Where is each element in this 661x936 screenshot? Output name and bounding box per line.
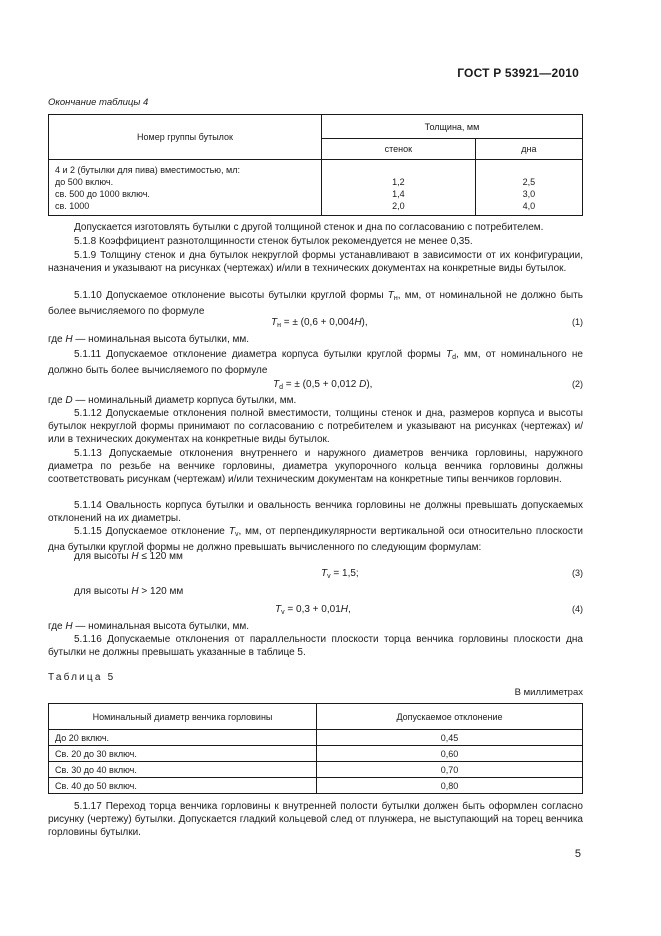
table4-caption: Окончание таблицы 4 bbox=[48, 97, 149, 108]
paragraph-5-1-9: 5.1.9 Толщину стенок и дна бутылок некруглой формы устанавливают в зависимости от их конфигурации, назначения и указывают на рисунках (чертежах) и/или в технических документах на конкретные виды бутылок. bbox=[48, 250, 583, 275]
table5-row-value: 0,70 bbox=[317, 762, 583, 778]
table4-header-group: Номер группы бутылок bbox=[49, 115, 322, 160]
page-number: 5 bbox=[574, 848, 581, 860]
table4-walls-value: 1,2 bbox=[392, 177, 405, 187]
table5-row-value: 0,80 bbox=[317, 778, 583, 794]
paragraph-5-1-12: 5.1.12 Допускаемые отклонения полной вместимости, толщины стенок и дна, размеров корпуса и высоты бутылок некруглой формы принимают по согласованию с потребителем и указывают на рисунках (чертежах) и/или в технических документах на конкретные виды бутылок. bbox=[48, 408, 583, 446]
table5-row-label: Св. 40 до 50 включ. bbox=[49, 778, 317, 794]
table5-header-deviation: Допускаемое отклонение bbox=[317, 704, 583, 730]
paragraph-5-1-13: 5.1.13 Допускаемые отклонения внутреннего и наружного диаметров венчика горловины, наружного диаметра по резьбе на венчике горловины, диаметра укупорочного кольца венчика горловины должны соответствовать рисункам (чертежам) и/или техническим документам на конкретные типы венчиков горловин. bbox=[48, 448, 583, 486]
table5-caption: Таблица 5 bbox=[48, 672, 116, 683]
table-4 bbox=[48, 114, 583, 216]
table4-header-bottom: дна bbox=[475, 139, 582, 160]
table4-header-thickness: Толщина, мм bbox=[322, 115, 583, 139]
table4-header-walls: стенок bbox=[322, 139, 476, 160]
formula-1-number: (1) bbox=[572, 317, 583, 327]
table4-bottom-value: 3,0 bbox=[522, 189, 536, 199]
table5-row-label: Св. 30 до 40 включ. bbox=[49, 762, 317, 778]
paragraph-5-1-15: 5.1.15 Допускаемое отклонение $T_v$, мм, от перпендикулярности вертикальной оси относительно плоскости дна бутылки круглой формы не должно превышать вычисленного по следующим формулам: bbox=[48, 526, 584, 554]
table5-row-label: Св. 20 до 30 включ. bbox=[49, 746, 317, 762]
paragraph-5-1-11: 5.1.11 Допускаемое отклонение диаметра корпуса бутылки круглой формы $T_d$, мм, от номинального не должно быть более вычисляемого по формуле bbox=[48, 349, 583, 377]
condition-h-gt-120: для высоты H > 120 мм bbox=[74, 586, 184, 597]
table-row bbox=[49, 730, 583, 746]
paragraph-5-1-16: 5.1.16 Допускаемые отклонения от параллельности плоскости торца венчика горловины плоскости дна бутылки не должны превышать указанные в таблице 5. bbox=[48, 634, 583, 659]
table4-walls-cell bbox=[322, 160, 476, 216]
condition-h-le-120: для высоты H ≤ 120 мм bbox=[74, 551, 183, 562]
formula-4-number: (4) bbox=[572, 604, 583, 614]
table4-group-cell bbox=[49, 160, 322, 216]
table-row bbox=[49, 762, 583, 778]
paragraph-5-1-17: 5.1.17 Переход торца венчика горловины к внутренней полости бутылки должен быть оформлен согласно рисунку (чертежу) бутылки. Допускается гладкий кольцевой след от плунжера, не выступающий на торец венчика горловины бутылки. bbox=[48, 801, 583, 839]
table5-row-value: 0,45 bbox=[317, 730, 583, 746]
formula-2: $T_d$ = ± (0,5 + 0,012 D), bbox=[273, 379, 373, 391]
formula-2-number: (2) bbox=[572, 379, 583, 389]
paragraph-allowed: Допускается изготовлять бутылки с другой толщиной стенок и дна по согласованию с потребителем. bbox=[74, 222, 544, 233]
standard-designation: ГОСТ Р 53921—2010 bbox=[457, 66, 579, 80]
table5-header-diameter: Номинальный диаметр венчика горловины bbox=[49, 704, 317, 730]
where-h-2: где H — номинальная высота бутылки, мм. bbox=[48, 621, 250, 632]
formula-3: $T_v = 1,5$; bbox=[321, 568, 359, 580]
table4-walls-value: 1,4 bbox=[392, 189, 405, 199]
where-h-1: где H — номинальная высота бутылки, мм. bbox=[48, 334, 250, 345]
formula-4: $T_v = 0,3 + 0,01H$, bbox=[275, 604, 351, 616]
table-row bbox=[49, 778, 583, 794]
paragraph-5-1-10: 5.1.10 Допускаемое отклонение высоты бутылки круглой формы $T_н$, мм, от номинальной не должно быть более вычисляемого по формуле bbox=[48, 290, 583, 318]
formula-1: $T_н$ = ± (0,6 + 0,004H), bbox=[271, 317, 368, 329]
table5-row-value: 0,60 bbox=[317, 746, 583, 762]
where-d: где D — номинальный диаметр корпуса бутылки, мм. bbox=[48, 395, 297, 406]
formula-3-number: (3) bbox=[572, 568, 583, 578]
table5-row-label: До 20 включ. bbox=[49, 730, 317, 746]
table4-row-label: до 500 включ. bbox=[55, 177, 114, 187]
table4-bottom-value: 4,0 bbox=[522, 201, 536, 211]
table4-bottom-value: 2,5 bbox=[522, 177, 536, 187]
paragraph-5-1-14: 5.1.14 Овальность корпуса бутылки и овальность венчика горловины не должны превышать допускаемых отклонений на их диаметры. bbox=[48, 500, 583, 525]
table-5 bbox=[48, 703, 583, 794]
table5-unit: В миллиметрах bbox=[514, 687, 583, 698]
paragraph-5-1-8: 5.1.8 Коэффициент разнотолщинности стенок бутылок рекомендуется не менее 0,35. bbox=[74, 236, 473, 247]
table-row bbox=[49, 746, 583, 762]
table4-walls-value: 2,0 bbox=[392, 201, 405, 211]
table4-row-label: св. 500 до 1000 включ. bbox=[55, 189, 150, 199]
table4-bottom-cell bbox=[475, 160, 582, 216]
table4-row-label: св. 1000 bbox=[55, 201, 90, 211]
table4-group-title: 4 и 2 (бутылки для пива) вместимостью, мл: bbox=[55, 165, 240, 175]
